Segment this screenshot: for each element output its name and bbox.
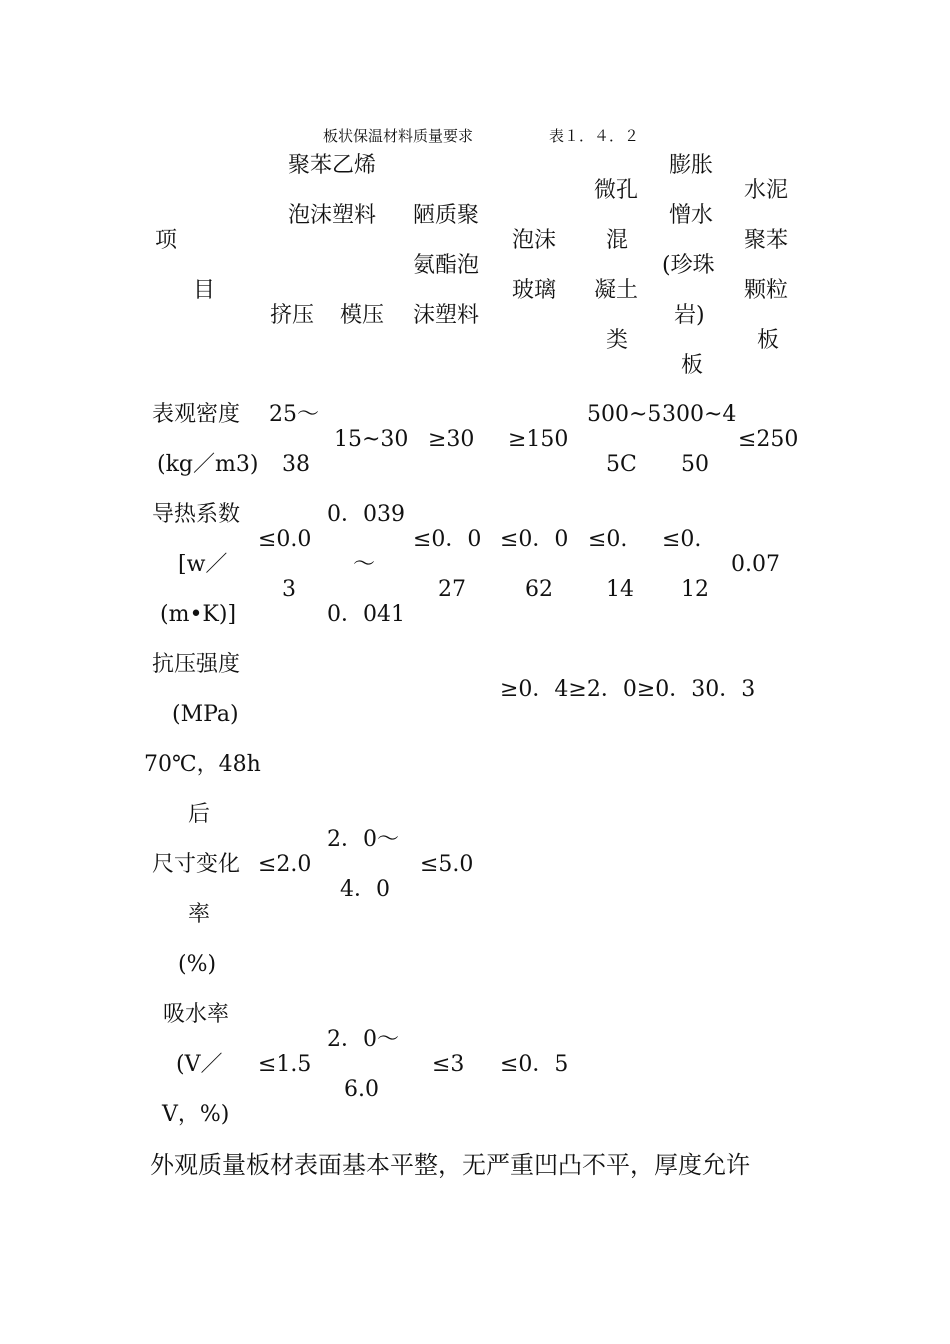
header-pu-line1: 陋质聚 bbox=[413, 203, 480, 228]
conductivity-label-line2: [w／ bbox=[178, 552, 228, 577]
conductivity-pu-line1: ≤0．0 bbox=[413, 527, 482, 552]
compressive-values: ≥0．4≥2．0≥0．30．3 bbox=[500, 677, 756, 702]
compressive-label-line2: (MPa) bbox=[172, 702, 239, 727]
table-number: 表１．４．２ bbox=[549, 127, 640, 145]
dimension-molded-line1: 2．0～ bbox=[327, 827, 399, 852]
header-molded: 模压 bbox=[340, 303, 385, 328]
density-molded: 15~30 bbox=[334, 427, 409, 452]
absorption-pu: ≤3 bbox=[432, 1052, 465, 1077]
density-perlite-line2: 50 bbox=[681, 452, 709, 477]
absorption-molded-line1: 2．0～ bbox=[327, 1027, 399, 1052]
dimension-extruded: ≤2.0 bbox=[258, 852, 312, 877]
absorption-molded-line2: 6.0 bbox=[344, 1077, 379, 1102]
density-label-line1: 表观密度 bbox=[152, 402, 241, 427]
header-polystyrene-line1: 聚苯乙烯 bbox=[288, 153, 377, 178]
density-perlite-line1: 300~4 bbox=[662, 402, 737, 427]
conductivity-foam-glass-line2: 62 bbox=[525, 577, 553, 602]
appearance-text: 外观质量板材表面基本平整，无严重凹凸不平，厚度允许 bbox=[150, 1151, 750, 1179]
density-cement: ≤250 bbox=[738, 427, 799, 452]
conductivity-perlite-line2: 12 bbox=[681, 577, 709, 602]
conductivity-cement: 0.07 bbox=[731, 552, 780, 577]
density-pu: ≥30 bbox=[428, 427, 475, 452]
header-cement-line2: 聚苯 bbox=[744, 228, 789, 253]
conductivity-molded-line1: 0．039 bbox=[327, 502, 405, 527]
header-perlite-line4: 岩) bbox=[674, 303, 705, 328]
absorption-label-line2: (V／ bbox=[176, 1052, 223, 1077]
density-extruded-line1: 25～ bbox=[269, 402, 319, 427]
header-cement-line4: 板 bbox=[757, 328, 780, 353]
conductivity-label-line3: (m•K)] bbox=[160, 602, 237, 627]
conductivity-pu-line2: 27 bbox=[438, 577, 466, 602]
header-foam-glass-line2: 玻璃 bbox=[512, 278, 557, 303]
header-perlite-line3: (珍珠 bbox=[662, 253, 715, 278]
header-polystyrene-line2: 泡沫塑料 bbox=[288, 203, 377, 228]
compressive-label-line1: 抗压强度 bbox=[152, 652, 241, 677]
header-micro-line4: 类 bbox=[606, 328, 629, 353]
header-cement-line1: 水泥 bbox=[744, 178, 789, 203]
header-cement-line3: 颗粒 bbox=[744, 278, 789, 303]
header-pu-line3: 沫塑料 bbox=[413, 303, 480, 328]
absorption-label-line1: 吸水率 bbox=[163, 1002, 230, 1027]
conductivity-label-line1: 导热系数 bbox=[152, 502, 241, 527]
header-perlite-line2: 憎水 bbox=[669, 203, 714, 228]
density-micro-line1: 500~5 bbox=[587, 402, 662, 427]
header-micro-line1: 微孔 bbox=[594, 178, 639, 203]
header-item-line1: 项 bbox=[155, 228, 178, 253]
density-label-line2: (kg／m3) bbox=[157, 452, 259, 477]
conductivity-foam-glass-line1: ≤0．0 bbox=[500, 527, 569, 552]
density-micro-line2: 5C bbox=[606, 452, 637, 477]
conductivity-micro-line2: 14 bbox=[606, 577, 634, 602]
dimension-molded-line2: 4．0 bbox=[340, 877, 390, 902]
conductivity-molded-line2: ～ bbox=[353, 552, 376, 577]
header-perlite-line5: 板 bbox=[681, 353, 704, 378]
header-extruded: 挤压 bbox=[270, 303, 315, 328]
conductivity-micro-line1: ≤0. bbox=[588, 527, 628, 552]
absorption-foam-glass: ≤0．5 bbox=[500, 1052, 569, 1077]
density-extruded-line2: 38 bbox=[282, 452, 310, 477]
conductivity-perlite-line1: ≤0. bbox=[662, 527, 702, 552]
header-micro-line2: 混 bbox=[606, 228, 629, 253]
header-item-line2: 目 bbox=[193, 278, 216, 303]
absorption-extruded: ≤1.5 bbox=[258, 1052, 312, 1077]
table-title: 板状保温材料质量要求 bbox=[323, 127, 474, 145]
header-pu-line2: 氨酯泡 bbox=[413, 253, 480, 278]
dimension-label-line2: 后 bbox=[188, 802, 211, 827]
density-foam-glass: ≥150 bbox=[508, 427, 569, 452]
header-foam-glass-line1: 泡沫 bbox=[512, 228, 557, 253]
dimension-label-line5: (%) bbox=[178, 952, 217, 977]
header-micro-line3: 凝土 bbox=[594, 278, 639, 303]
dimension-label-line4: 率 bbox=[188, 902, 211, 927]
conductivity-extruded-line1: ≤0.0 bbox=[258, 527, 312, 552]
dimension-label-line3: 尺寸变化 bbox=[152, 852, 241, 877]
conductivity-molded-line3: 0．041 bbox=[327, 602, 405, 627]
header-perlite-line1: 膨胀 bbox=[669, 153, 714, 178]
conductivity-extruded-line2: 3 bbox=[282, 577, 296, 602]
dimension-label-line1: 70℃，48h bbox=[144, 752, 261, 777]
absorption-label-line3: V，%) bbox=[162, 1102, 230, 1127]
dimension-pu: ≤5.0 bbox=[420, 852, 474, 877]
